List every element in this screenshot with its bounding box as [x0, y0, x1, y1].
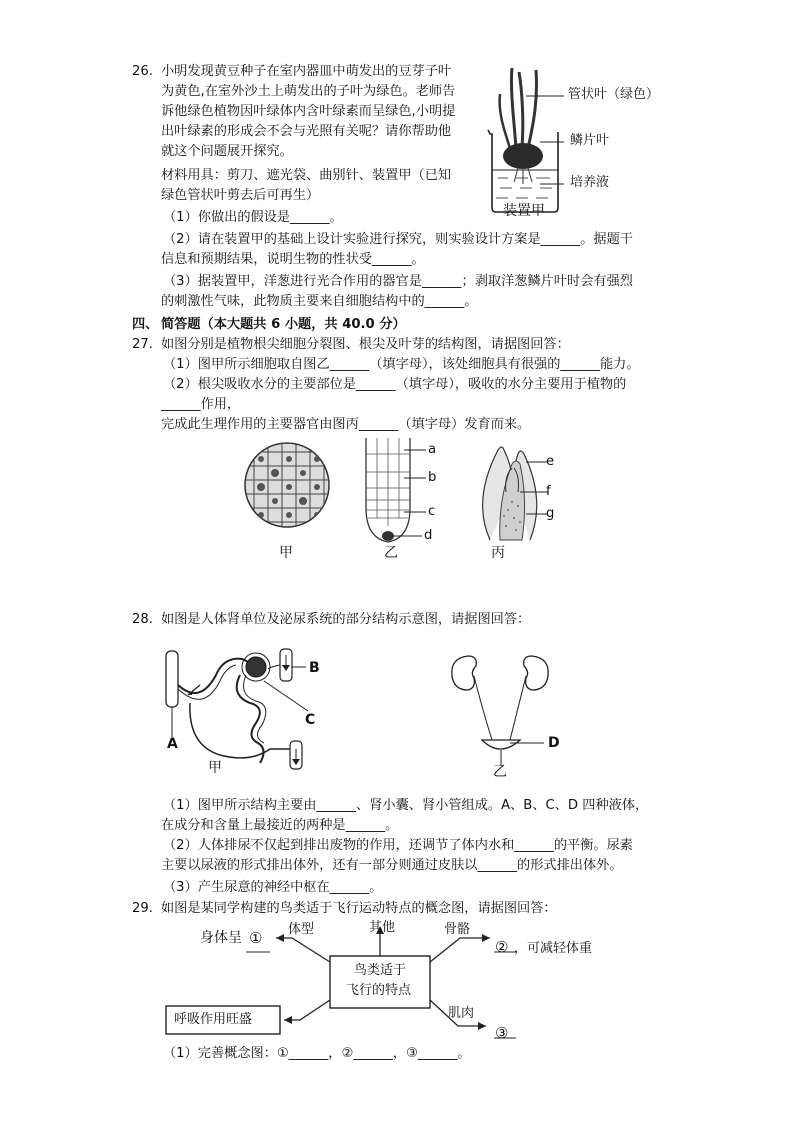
q28-sub1-line1: （1）图甲所示结构主要由______、肾小囊、肾小管组成。A、B、C、D 四种液体， [163, 798, 649, 813]
q27-figure-label-g: g [546, 506, 555, 521]
q27-figure-label-a: a [428, 442, 437, 457]
q27-stem: 如图分别是植物根尖细胞分裂图、根尖及叶芽的结构图，请据图回答： [161, 337, 570, 352]
q28-figure-label-c: C [305, 712, 316, 728]
q29-center-line2: 飞行的特点 [346, 983, 412, 998]
q27-number: 27. [132, 337, 153, 352]
q29-slot-3: ③ [495, 1024, 509, 1042]
q29-breath-box: 呼吸作用旺盛 [174, 1012, 253, 1027]
q26-line-5: 就这个问题展开探究。 [161, 144, 293, 159]
q29-stem: 如图是某同学构建的鸟类适于飞行运动特点的概念图，请据图回答： [161, 901, 557, 916]
q29-body-shape-prefix: 身体呈 [200, 930, 242, 946]
q28-number: 28. [132, 612, 153, 627]
q28-sub2-line2: 主要以尿液的形式排出体外，还有一部分则通过皮肤以______的形式排出体外。 [161, 858, 623, 873]
q26-figure-caption: 装置甲 [503, 203, 545, 219]
section-4-title: 简答题（本大题共 6 小题，共 40.0 分） [161, 317, 406, 332]
q28-figure-caption-yi: 乙 [493, 764, 507, 780]
q28-figure-label-d: D [548, 735, 560, 751]
q27-figure-label-e: e [546, 454, 555, 469]
q27-sub2-line1: （2）根尖吸收水分的主要部位是______（填字母），吸收的水分主要用于植物的 [163, 377, 627, 392]
q26-line-2: 为黄色,在室外沙土上萌发出的子叶为绿色。老师告 [161, 84, 456, 99]
q28-figure-urinary-system [440, 648, 590, 778]
q28-sub1-line2: 在成分和含量上最接近的两种是______。 [161, 818, 399, 833]
q26-line-7: 绿色管状叶剪去后可再生） [161, 188, 320, 203]
q26-line-4: 出叶绿素的形成会不会与光照有关呢？请你帮助他 [161, 124, 452, 139]
q26-figure-label-solution: 培养液 [570, 175, 610, 190]
q27-caption-bing: 丙 [491, 545, 505, 561]
q26-sub2-line1: （2）请在装置甲的基础上设计实验进行探究，则实验设计方案是______。据题干 [163, 232, 633, 247]
q26-figure-label-tube-leaf: 管状叶（绿色） [568, 87, 660, 102]
q26-sub3-line1: （3）据装置甲，洋葱进行光合作用的器官是______；剥取洋葱鳞片叶时会有强烈 [163, 274, 633, 289]
q27-sub2-line3: 完成此生理作用的主要器官由图丙______（填字母）发育而来。 [161, 417, 531, 432]
q29-edge-bone: 骨骼 [444, 922, 471, 937]
q28-sub3: （3）产生尿意的神经中枢在______。 [163, 880, 383, 895]
q28-sub2-line1: （2）人体排尿不仅起到排出废物的作用，还调节了体内水和______的平衡。尿素 [163, 838, 633, 853]
q26-sub3-line2: 的刺激性气味，此物质主要来自细胞结构中的______。 [161, 294, 478, 309]
q29-number: 29. [132, 901, 153, 916]
q26-sub1: （1）你做出的假设是______。 [163, 210, 343, 225]
q27-caption-jia: 甲 [279, 545, 293, 561]
q29-bone-suffix: ，可减轻体重 [514, 941, 593, 956]
q28-figure-label-b: B [309, 660, 320, 676]
q28-figure-caption-jia: 甲 [208, 760, 222, 776]
q28-figure-label-a: A [167, 736, 178, 752]
q28-stem: 如图是人体肾单位及泌尿系统的部分结构示意图，请据图回答： [161, 612, 531, 627]
q26-number: 26. [132, 64, 153, 79]
q29-edge-muscle: 肌肉 [448, 1006, 475, 1021]
section-4-number: 四、 [132, 317, 159, 332]
q27-caption-yi: 乙 [384, 545, 398, 561]
q29-slot-1: ① [249, 929, 263, 947]
q27-sub2-line2: ______作用， [161, 397, 241, 412]
q29-slot-2: ② [495, 938, 509, 956]
q29-center-line1: 鸟类适于 [354, 963, 407, 978]
q27-figure-label-b: b [428, 470, 437, 485]
q29-edge-other: 其他 [369, 920, 396, 935]
q27-figure-cell-division [242, 440, 332, 530]
q26-line-6: 材料用具：剪刀、遮光袋、曲别针、装置甲（已知 [161, 168, 452, 183]
q26-line-3: 诉他绿色植物因叶绿体内含叶绿素而呈绿色,小明提 [161, 104, 456, 119]
q27-figure-label-d: d [424, 528, 433, 543]
q26-line-1: 小明发现黄豆种子在室内器皿中萌发出的豆芽子叶 [161, 64, 452, 79]
q26-sub2-line2: 信息和预期结果，说明生物的性状受______。 [161, 252, 425, 267]
q27-figure-label-c: c [428, 504, 436, 519]
q26-figure-label-scale-leaf: 鳞片叶 [570, 133, 610, 148]
q27-sub1: （1）图甲所示细胞取自图乙______（填字母），该处细胞具有很强的______能力。 [163, 357, 640, 372]
q29-edge-body-shape: 体型 [288, 922, 315, 937]
q29-sub1: （1）完善概念图：①______，②______，③______。 [163, 1046, 471, 1061]
q27-figure-label-f: f [546, 484, 551, 499]
